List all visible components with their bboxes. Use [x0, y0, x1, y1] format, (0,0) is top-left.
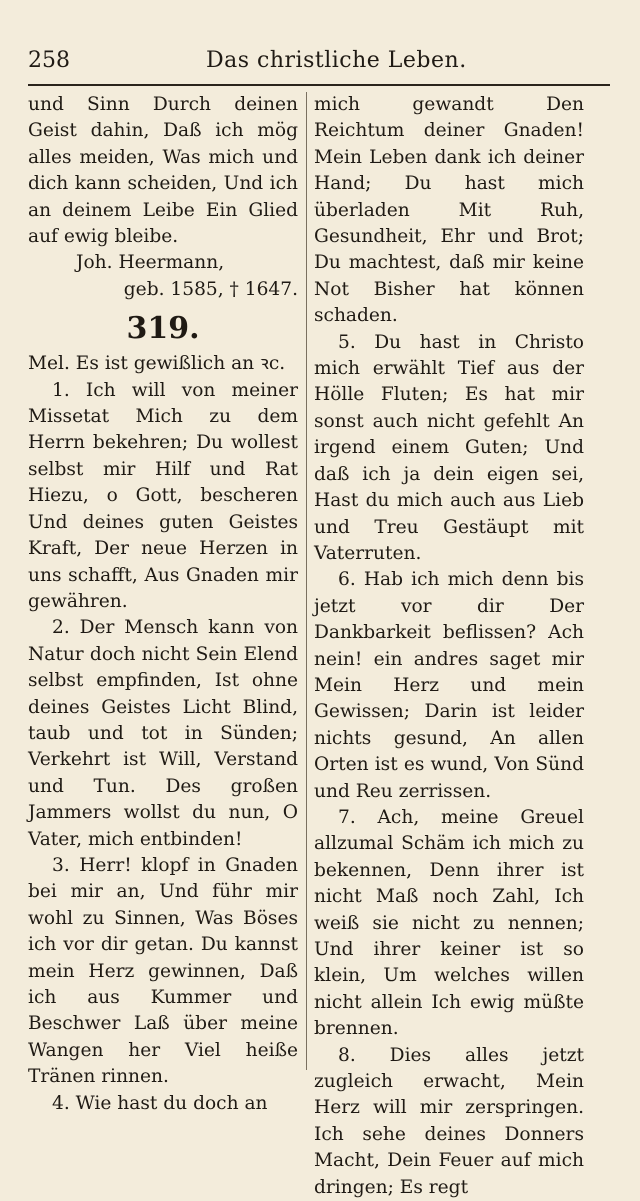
tune-indication: Mel. Es ist gewißlich an ꝛc. — [28, 353, 286, 375]
verse-1: 1. Ich will von meiner Missetat Mich zu dem Herrn bekehren; Du wollest selbst mir Hilf und Rat Hiezu, o Gott, bescheren Und deines guten Geistes Kraft, Der neue Herzen in uns schafft, Aus Gnaden mir gewähren. — [28, 379, 298, 612]
author-name: Joh. Heermann, — [76, 252, 225, 274]
verse-7: 7. Ach, meine Greuel allzumal Schäm ich mich zu bekennen, Denn ihrer ist nicht Maß noch Zahl, Ich weiß sie nicht zu nennen; Und ihrer keiner ist so klein, Um welches willen nicht allein Ich ewig müßte brennen. — [314, 806, 584, 1040]
page-number: 258 — [28, 48, 70, 73]
running-title: Das christliche Leben. — [206, 48, 467, 73]
header-rule — [28, 84, 610, 86]
column-divider — [306, 92, 307, 1070]
verse-4-continuation: mich gewandt Den Reichtum deiner Gnaden! Mein Leben dank ich deiner Hand; Du hast mich überladen Mit Ruh, Gesundheit, Ehr und Brot; Du machtest, daß mir keine Not Bisher hat können schaden. — [314, 94, 584, 327]
verse-6: 6. Hab ich mich denn bis jetzt vor dir Der Dankbarkeit beflissen? Ach nein! ein andres saget mir Mein Herz und mein Gewissen; Darin ist leider nichts gesund, An allen Orten ist es wund, Von Sünd und Reu zerrissen. — [314, 569, 584, 802]
verse-8-start: 8. Dies alles jetzt zugleich erwacht, Mein Herz will mir zerspringen. Ich sehe deines Donners Macht, Dein Feuer auf mich dringen; Es regt — [314, 1044, 584, 1198]
verse-4-start: 4. Wie hast du doch an — [52, 1092, 268, 1114]
verse-2: 2. Der Mensch kann von Natur doch nicht Sein Elend selbst empfinden, Ist ohne deines Geistes Licht Blind, taub und tot in Sünden; Verkehrt ist Will, Verstand und Tun. Des großen Jammers wollst du nun, O Vater, mich entbinden! — [28, 617, 298, 850]
right-column — [314, 92, 584, 1201]
verse-3: 3. Herr! klopf in Gnaden bei mir an, Und führ mir wohl zu Sinnen, Was Böses ich vor dir getan. Du kannst mein Herz gewinnen, Daß ich aus Kummer und Beschwer Laß über meine Wangen her Viel heiße Tränen rinnen. — [28, 854, 298, 1088]
verse-continuation: und Sinn Durch deinen Geist dahin, Daß ich mög alles meiden, Was mich und dich kann scheiden, Und ich an deinem Leibe Ein Glied auf ewig bleibe. — [28, 94, 299, 248]
hymn-number: 319. — [126, 311, 200, 347]
author-dates: geb. 1585, † 1647. — [123, 278, 298, 300]
left-column — [28, 92, 298, 1117]
verse-5: 5. Du hast in Christo mich erwählt Tief aus der Hölle Fluten; Es hat mir sonst auch nicht gefehlt An irgend einem Guten; Und daß ich ja dein eigen sei, Hast du mich auch aus Lieb und Treu Gestäupt mit Vaterruten. — [314, 331, 584, 564]
page-header — [28, 44, 610, 80]
